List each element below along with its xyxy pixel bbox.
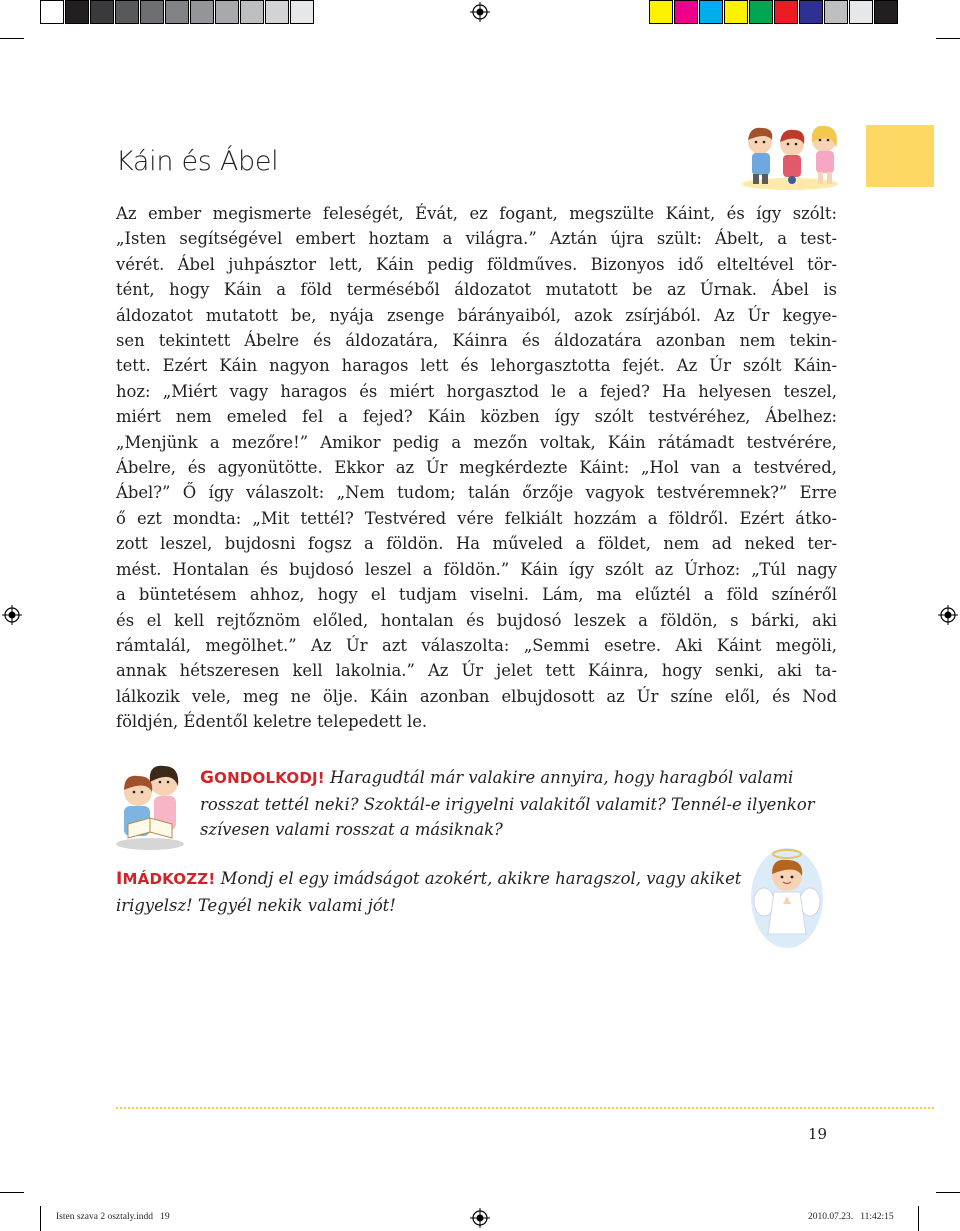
body-line: lálkozik vele, meg ne ölje. Káin azonban elbujdosott az Úr színe elől, és Nod <box>116 686 837 706</box>
color-swatch <box>265 0 289 24</box>
color-swatch <box>290 0 314 24</box>
pray-line: irigyelsz! Tegyél nekik valami jót! <box>116 895 396 915</box>
body-line: vérét. Ábel juhpásztor lett, Káin pedig földműves. Bizonyos idő elteltével tör- <box>116 254 837 274</box>
body-line: tént, hogy Káin a föld terméséből áldozatot mutatott be az Úrnak. Ábel is <box>116 280 837 300</box>
body-line: hoz: „Miért vagy haragos és miért horgasztod le a fejed? Ha helyesen teszel, <box>116 381 837 401</box>
body-text <box>116 201 837 735</box>
print-footer-file: Isten szava 2 osztaly.indd 19 <box>56 1212 170 1222</box>
think-label-rest: ONDOLKODJ! <box>214 769 325 787</box>
color-swatch <box>749 0 773 24</box>
grayscale-color-bar <box>40 0 315 24</box>
pray-label-initial: I <box>116 869 123 889</box>
body-line: áldozatot mutatott be, nyája zsenge bárányaiból, azok zsírjából. Az Úr kegye- <box>116 305 837 325</box>
body-line: mést. Hontalan és bujdosó leszel a földön.” Káin így szólt az Úrhoz: „Túl nagy <box>116 559 837 579</box>
pray-label-rest: MÁDKOZZ! <box>122 870 216 888</box>
color-swatch <box>824 0 848 24</box>
color-swatch <box>774 0 798 24</box>
cmyk-color-bar <box>649 0 899 24</box>
color-swatch <box>165 0 189 24</box>
pray-line: Mondj el egy imádságot azokért, akikre haragszol, vagy akiket <box>220 869 742 888</box>
body-line: Ábel?” Ő így válaszolt: „Nem tudom; talán őrzője vagyok testvéremnek?” Erre <box>116 483 837 503</box>
color-swatch <box>90 0 114 24</box>
color-swatch <box>849 0 873 24</box>
think-label-initial: G <box>200 768 215 788</box>
crop-mark <box>0 38 24 39</box>
registration-mark-icon <box>2 605 22 625</box>
color-swatch <box>799 0 823 24</box>
body-line: ő ezt mondta: „Mit tettél? Testvéred vére felkiált hozzám a földről. Ezért átko- <box>116 508 837 528</box>
body-line: zott leszel, bujdosni fogsz a földön. Ha műveled a földet, nem ad neked ter- <box>116 534 837 554</box>
body-line: Ábelre, és agyonütötte. Ekkor az Úr megkérdezte Káint: „Hol van a testvéred, <box>116 458 837 478</box>
registration-mark-icon <box>470 1208 490 1228</box>
think-prompt <box>200 765 840 843</box>
pray-label <box>116 870 215 888</box>
color-swatch <box>65 0 89 24</box>
pray-prompt <box>116 866 756 918</box>
body-line: a büntetésem ahhoz, hogy el tudjam viselni. Lám, ma elűztél a föld színéről <box>116 585 837 605</box>
angel-illustration <box>750 842 824 948</box>
color-swatch <box>240 0 264 24</box>
yellow-corner-block <box>866 125 934 187</box>
color-swatch <box>674 0 698 24</box>
body-line: Az ember megismerte feleségét, Évát, ez fogant, megszülte Káint, és így szólt: <box>116 204 837 223</box>
body-line: földjén, Édentől keletre telepedett le. <box>116 712 428 732</box>
page-title: Káin és Ábel <box>116 146 279 177</box>
think-line: Haragudtál már valakire annyira, hogy haragból valami <box>330 768 794 787</box>
color-swatch <box>699 0 723 24</box>
color-swatch <box>115 0 139 24</box>
color-swatch <box>215 0 239 24</box>
body-line: rámtalál, megölhet.” Az Úr azt válaszolta: „Semmi esetre. Aki Káint megöli, <box>116 635 837 655</box>
think-line: szívesen valami rosszat a másiknak? <box>200 820 503 839</box>
body-line: annak hétszeresen kell lakolnia.” Az Úr jelet tett Káinra, hogy senki, aki ta- <box>116 661 837 681</box>
crop-mark <box>918 1206 919 1231</box>
body-line: miért nem emeled fel a fejed? Káin közben így szólt testvéréhez, Ábelhez: <box>116 407 837 427</box>
body-line: tett. Ezért Káin nagyon haragos lett és lehorgasztotta fejét. Az Úr szólt Káin- <box>116 356 837 376</box>
think-line: rosszat tettél neki? Szoktál-e irigyelni valakitől valamit? Tennél-e ilyenkor <box>200 794 815 814</box>
body-line: „Menjünk a mezőre!” Amikor pedig a mezőn voltak, Káin rátámadt testvérére, <box>116 432 837 452</box>
color-swatch <box>724 0 748 24</box>
registration-mark-icon <box>470 2 490 22</box>
page-number: 19 <box>808 1125 828 1143</box>
body-line: „Isten segítségével embert hoztam a világra.” Aztán újra szült: Ábelt, a test- <box>116 229 837 249</box>
crop-mark <box>936 1192 960 1193</box>
print-footer-timestamp: 2010.07.23. 11:42:15 <box>808 1212 894 1222</box>
body-line: sen tekintett Ábelre és áldozatára, Káinra és áldozatára azonban nem tekin- <box>116 331 837 351</box>
color-swatch <box>140 0 164 24</box>
children-group-illustration <box>740 120 844 192</box>
color-swatch <box>40 0 64 24</box>
think-label <box>200 769 325 787</box>
registration-mark-icon <box>938 605 958 625</box>
crop-mark <box>40 1206 41 1231</box>
color-swatch <box>874 0 898 24</box>
crop-mark <box>0 1192 24 1193</box>
footer-divider <box>116 1107 934 1109</box>
body-line: és el kell rejtőznöm előled, hontalan és bujdosó leszek a földön, s bárki, aki <box>116 610 837 630</box>
reading-children-illustration <box>114 758 188 850</box>
color-swatch <box>190 0 214 24</box>
crop-mark <box>936 38 960 39</box>
color-swatch <box>649 0 673 24</box>
